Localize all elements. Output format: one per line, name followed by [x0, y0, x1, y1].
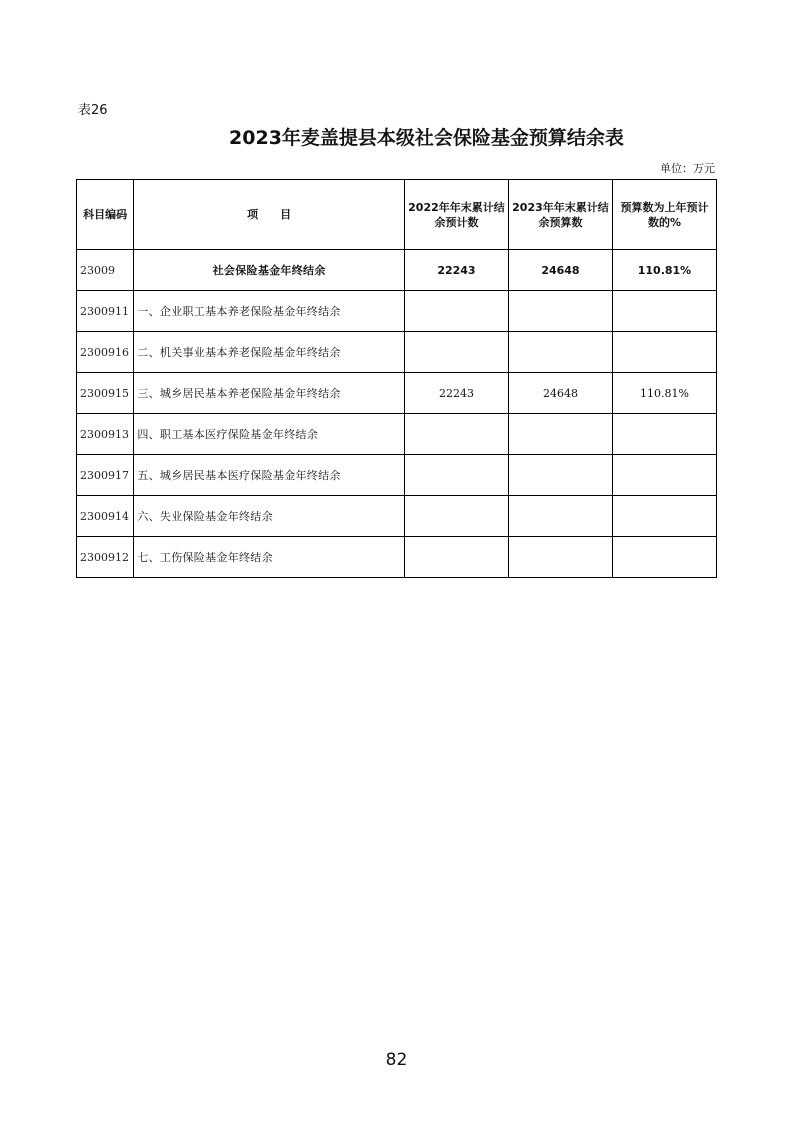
table-row: [77, 291, 717, 332]
header-2023-budget: 2023年年末累计结余预算数: [508, 180, 612, 250]
budget-balance-table: [76, 179, 717, 578]
row-2023-budget: [508, 455, 612, 496]
row-2023-budget: [508, 291, 612, 332]
row-name: 三、城乡居民基本养老保险基金年终结余: [134, 373, 405, 414]
row-2022-estimate: [404, 537, 508, 578]
table-row: [77, 496, 717, 537]
row-name: 五、城乡居民基本医疗保险基金年终结余: [134, 455, 405, 496]
row-name: 七、工伤保险基金年终结余: [134, 537, 405, 578]
table-row: [77, 455, 717, 496]
row-code: 2300911: [77, 291, 134, 332]
row-ratio: [612, 455, 716, 496]
row-2023-budget: [508, 496, 612, 537]
table-header-row: [77, 180, 717, 250]
row-ratio: [612, 291, 716, 332]
row-2022-estimate: [404, 332, 508, 373]
table-number-label: 表26: [78, 103, 108, 118]
page-number: 82: [385, 1050, 408, 1070]
row-name: 一、企业职工基本养老保险基金年终结余: [134, 291, 405, 332]
table-row: [77, 332, 717, 373]
row-2023-budget: 24648: [508, 373, 612, 414]
row-ratio: 110.81%: [612, 373, 716, 414]
row-2023-budget: [508, 414, 612, 455]
table-row-total: [77, 250, 717, 291]
table-row: [77, 373, 717, 414]
row-name: 社会保险基金年终结余: [134, 250, 405, 291]
row-ratio: 110.81%: [612, 250, 716, 291]
row-ratio: [612, 332, 716, 373]
header-code: 科目编码: [77, 180, 134, 250]
row-code: 23009: [77, 250, 134, 291]
row-2023-budget: [508, 537, 612, 578]
row-code: 2300912: [77, 537, 134, 578]
row-2022-estimate: 22243: [404, 373, 508, 414]
row-ratio: [612, 414, 716, 455]
row-name: 二、机关事业基本养老保险基金年终结余: [134, 332, 405, 373]
header-ratio: 预算数为上年预计数的%: [612, 180, 716, 250]
table-row: [77, 414, 717, 455]
row-2022-estimate: 22243: [404, 250, 508, 291]
header-2022-estimate: 2022年年末累计结余预计数: [404, 180, 508, 250]
row-code: 2300915: [77, 373, 134, 414]
row-code: 2300914: [77, 496, 134, 537]
unit-label: 单位：万元: [660, 162, 715, 175]
row-code: 2300916: [77, 332, 134, 373]
row-name: 四、职工基本医疗保险基金年终结余: [134, 414, 405, 455]
header-item: 项 目: [134, 180, 405, 250]
document-title: 2023年麦盖提县本级社会保险基金预算结余表: [229, 127, 624, 149]
row-2022-estimate: [404, 455, 508, 496]
row-2023-budget: 24648: [508, 250, 612, 291]
row-2022-estimate: [404, 496, 508, 537]
row-code: 2300913: [77, 414, 134, 455]
row-name: 六、失业保险基金年终结余: [134, 496, 405, 537]
row-2022-estimate: [404, 291, 508, 332]
row-2022-estimate: [404, 414, 508, 455]
row-2023-budget: [508, 332, 612, 373]
row-ratio: [612, 496, 716, 537]
row-ratio: [612, 537, 716, 578]
row-code: 2300917: [77, 455, 134, 496]
table-row: [77, 537, 717, 578]
